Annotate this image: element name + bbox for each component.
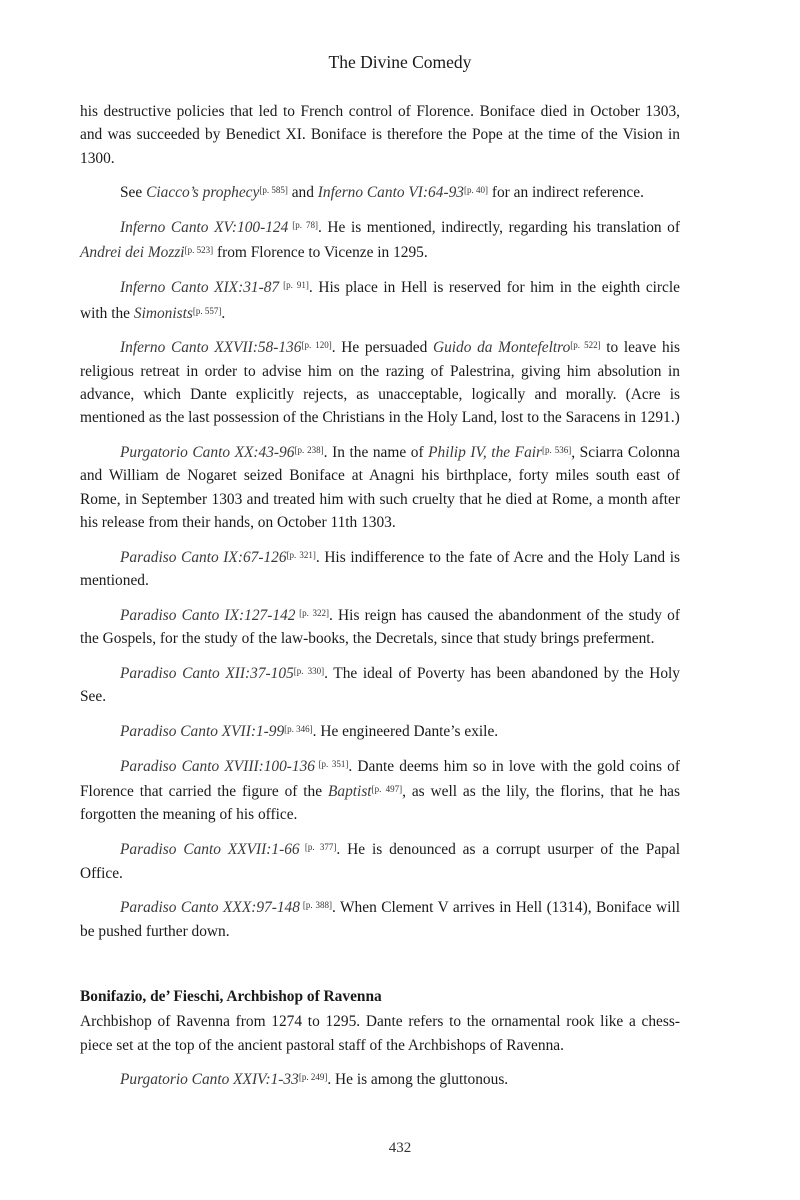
text-run: . The ideal of Poverty has been abandoned by the Holy See. — [80, 664, 680, 706]
body-paragraph — [80, 836, 680, 885]
cross-reference-link[interactable]: Baptist — [327, 783, 372, 801]
text-run: Bonifazio, de’ Fieschi, Archbishop of Ravenna — [80, 987, 382, 1005]
page-reference[interactable]: [p. 522] — [570, 340, 601, 351]
body-paragraph — [80, 602, 680, 651]
cross-reference-link[interactable]: Andrei dei Mozzi — [80, 244, 185, 262]
cross-reference-link[interactable]: Purgatorio Canto XX:43-96 — [120, 444, 295, 462]
body-paragraph — [80, 214, 680, 265]
page-reference[interactable]: [p. 585] — [259, 185, 288, 196]
body-paragraph — [80, 179, 680, 204]
document-body — [80, 100, 680, 1101]
text-run: See — [120, 184, 147, 202]
cross-reference-link[interactable]: Philip IV, the Fair — [428, 444, 543, 462]
cross-reference-link[interactable]: Paradiso Canto IX:67-126 — [120, 548, 287, 566]
page-reference[interactable]: [p. 536] — [542, 445, 572, 456]
text-run: Archbishop of Ravenna from 1274 to 1295. Dante refers to the ornamental rook like a chess-piece set at the top of the ancient pastoral staff of the Archbishops of Ravenna. — [80, 1013, 680, 1054]
text-run: from Florence to Vicenze in 1295. — [213, 244, 428, 262]
body-paragraph — [80, 1010, 680, 1057]
body-paragraph — [80, 718, 680, 743]
cross-reference-link[interactable]: Paradiso Canto XXX:97-148 — [120, 899, 300, 917]
body-paragraph — [80, 894, 680, 943]
cross-reference-link[interactable]: Paradiso Canto XXVII:1-66 — [120, 841, 300, 859]
cross-reference-link[interactable]: Paradiso Canto XVIII:100-136 — [120, 757, 315, 775]
cross-reference-link[interactable]: Simonists — [133, 304, 193, 322]
body-paragraph — [80, 100, 680, 170]
cross-reference-link[interactable]: Purgatorio Canto XXIV:1-33 — [120, 1071, 299, 1089]
page-reference[interactable]: [p. 346] — [284, 724, 313, 735]
text-run: for an indirect reference. — [487, 184, 644, 202]
page-reference[interactable]: [p. 321] — [286, 549, 316, 560]
page-reference[interactable]: [p. 91] — [279, 280, 309, 291]
page-reference[interactable]: [p. 351] — [315, 758, 349, 769]
cross-reference-link[interactable]: Ciacco’s prophecy — [146, 184, 260, 202]
cross-reference-link[interactable]: Paradiso Canto XII:37-105 — [120, 664, 294, 682]
page-reference[interactable]: [p. 322] — [295, 607, 329, 618]
body-paragraph — [80, 544, 680, 593]
body-paragraph — [80, 439, 680, 534]
text-run: . He persuaded — [331, 339, 433, 357]
body-paragraph — [80, 274, 680, 325]
cross-reference-link[interactable]: Paradiso Canto XVII:1-99 — [120, 723, 285, 741]
text-run: . He engineered Dante’s exile. — [312, 723, 499, 741]
text-run: . Dante deems him so in love with the gold coins of Florence that carried the figure of the — [80, 757, 680, 801]
page-reference[interactable]: [p. 78] — [288, 220, 319, 231]
page-reference[interactable]: [p. 377] — [299, 842, 337, 853]
cross-reference-link[interactable]: Inferno Canto XXVII:58-136 — [120, 339, 302, 357]
text-run: and — [287, 184, 318, 202]
page-reference[interactable]: [p. 557] — [192, 305, 222, 316]
text-run: . He is among the gluttonous. — [327, 1071, 509, 1089]
text-run: to leave his religious retreat in order to advise him on the razing of Palestrina, giving him absolution in advance, which Dante explicitly rejects, as unacceptable, logically and morally. (Acre is mentioned as the last possession of the Christians in the Holy Land, lost to the Saracens in 1291.) — [80, 339, 680, 427]
page-reference[interactable]: [p. 120] — [301, 340, 332, 351]
text-run: . His reign has caused the abandonment of the study of the Gospels, for the study of the law-books, the Decretals, since that study brings preferment. — [80, 606, 680, 648]
cross-reference-link[interactable]: Inferno Canto VI:64-93 — [317, 184, 464, 202]
body-paragraph — [80, 753, 680, 827]
page-number: 432 — [388, 1140, 412, 1156]
text-run: . His place in Hell is reserved for him in the eighth circle with the — [80, 279, 680, 322]
entry-heading — [80, 985, 680, 1008]
text-run: . His indifference to the fate of Acre and the Holy Land is mentioned. — [80, 548, 680, 590]
cross-reference-link[interactable]: Inferno Canto XIX:31-87 — [120, 279, 280, 297]
body-paragraph — [80, 660, 680, 709]
text-run: his destructive policies that led to French control of Florence. Boniface died in October 1303, and was succeeded by Benedict XI. Boniface is therefore the Pope at the time of the Vision in 1300. — [80, 103, 680, 167]
page-reference[interactable]: [p. 330] — [293, 665, 325, 676]
page-reference[interactable]: [p. 497] — [371, 784, 403, 795]
cross-reference-link[interactable]: Inferno Canto XV:100-124 — [120, 219, 289, 237]
running-head: The Divine Comedy — [328, 52, 472, 72]
text-run: , Sciarra Colonna and William de Nogaret seized Boniface at Anagni his birthplace, forty miles south east of Rome, in September 1303 and treated him with such cruelty that he died at Rome, a month after his release from their hands, on October 11th 1303. — [80, 444, 680, 531]
cross-reference-link[interactable]: Guido da Montefeltro — [432, 339, 571, 357]
text-run: , as well as the lily, the florins, that he has forgotten the meaning of his office. — [80, 783, 681, 824]
text-run: . — [221, 304, 226, 322]
page-reference[interactable]: [p. 523] — [184, 245, 214, 256]
cross-reference-link[interactable]: Paradiso Canto IX:127-142 — [120, 606, 296, 624]
page-reference[interactable]: [p. 249] — [298, 1072, 328, 1083]
text-run: . He is denounced as a corrupt usurper of the Papal Office. — [80, 841, 680, 882]
page-reference[interactable]: [p. 238] — [294, 445, 324, 456]
page-reference[interactable]: [p. 388] — [299, 900, 332, 911]
text-run: . When Clement V arrives in Hell (1314), Boniface will be pushed further down. — [80, 899, 680, 940]
text-run: . In the name of — [323, 444, 429, 462]
body-paragraph — [80, 1066, 680, 1091]
text-run: . He is mentioned, indirectly, regarding his translation of — [318, 219, 681, 237]
page-reference[interactable]: [p. 40] — [463, 185, 488, 196]
body-paragraph — [80, 334, 680, 429]
